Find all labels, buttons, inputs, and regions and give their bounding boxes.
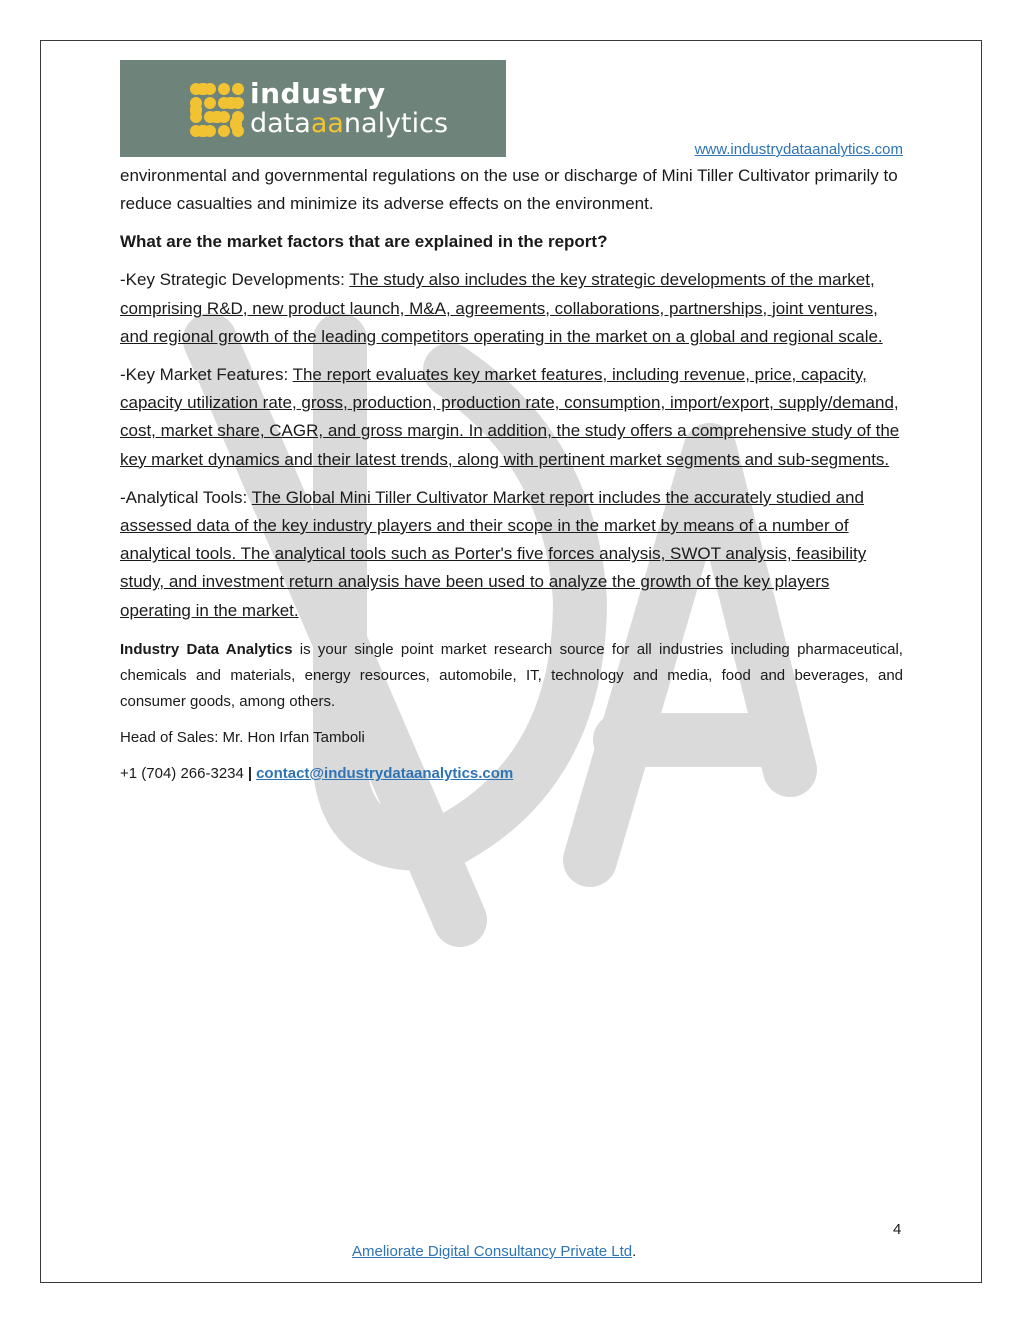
section-text: The Global Mini Tiller Cultivator Market report includes the accurately studied and assessed data of the key industry players and their scope in the market by means of a number of analytical tools. The analytical tools such as Porter's five forces analysis, SWOT analysis, feasibility study, and investment return analysis have been used to analyze the growth of the key players operating in the market. [120,487,867,620]
footer-company-link[interactable]: Ameliorate Digital Consultancy Private Ltd [352,1243,633,1260]
about-paragraph [120,637,903,715]
section-label: -Key Market Features: [120,365,293,385]
logo-word-nalytics: nalytics [343,108,449,139]
intro-paragraph: environmental and governmental regulations on the use or discharge of Mini Tiller Cultivator primarily to reduce casualties and minimize its adverse effects on the environment. [120,166,898,214]
section-text: The study also includes the key strategic developments of the market, comprising R&D, new product launch, M&A, agreements, collaborations, partnerships, joint ventures, and regional growth of the leading competitors operating in the market on a global and regional scale. [120,270,883,346]
head-of-sales: Head of Sales: Mr. Hon Irfan Tamboli [120,728,365,746]
logo-wordmark [250,77,449,139]
section-label: -Analytical Tools: [120,487,252,507]
about-company-name: Industry Data Analytics [120,640,293,658]
footer-period: . [632,1243,637,1260]
logo-word-industry: industry [250,77,386,110]
key-market-features [120,361,903,474]
logo-dots-icon [188,81,244,137]
key-strategic-developments [120,266,903,351]
logo-word-accent: aa [310,108,344,139]
page-content [120,162,903,787]
email-link[interactable]: contact@industrydataanalytics.com [256,764,514,782]
section-label: -Key Strategic Developments: [120,270,350,290]
analytical-tools [120,484,903,625]
footer [352,1243,636,1260]
contact-line [120,761,903,787]
contact-separator: | [247,764,253,782]
about-text: is your single point market research source for all industries including pharmaceutical, chemicals and materials, energy resources, automobile, IT, technology and media, food and beverages, and consumer goods, among others. [120,640,903,710]
page-number: 4 [893,1221,902,1238]
website-link[interactable]: www.industrydataanalytics.com [694,141,903,158]
section-question: What are the market factors that are explained in the report? [120,232,608,252]
logo-word-dataanalytics [250,110,448,137]
company-logo [120,60,506,157]
logo-word-data: data [250,108,311,139]
phone-number: +1 (704) 266-3234 [120,764,244,782]
section-text: The report evaluates key market features, including revenue, price, capacity, capacity utilization rate, gross, production, production rate, consumption, import/export, supply/demand, cost, market share, CAGR, and gross margin. In addition, the study offers a comprehensive study of the key market dynamics and their latest trends, along with pertinent market segments and sub-segments. [120,365,900,469]
